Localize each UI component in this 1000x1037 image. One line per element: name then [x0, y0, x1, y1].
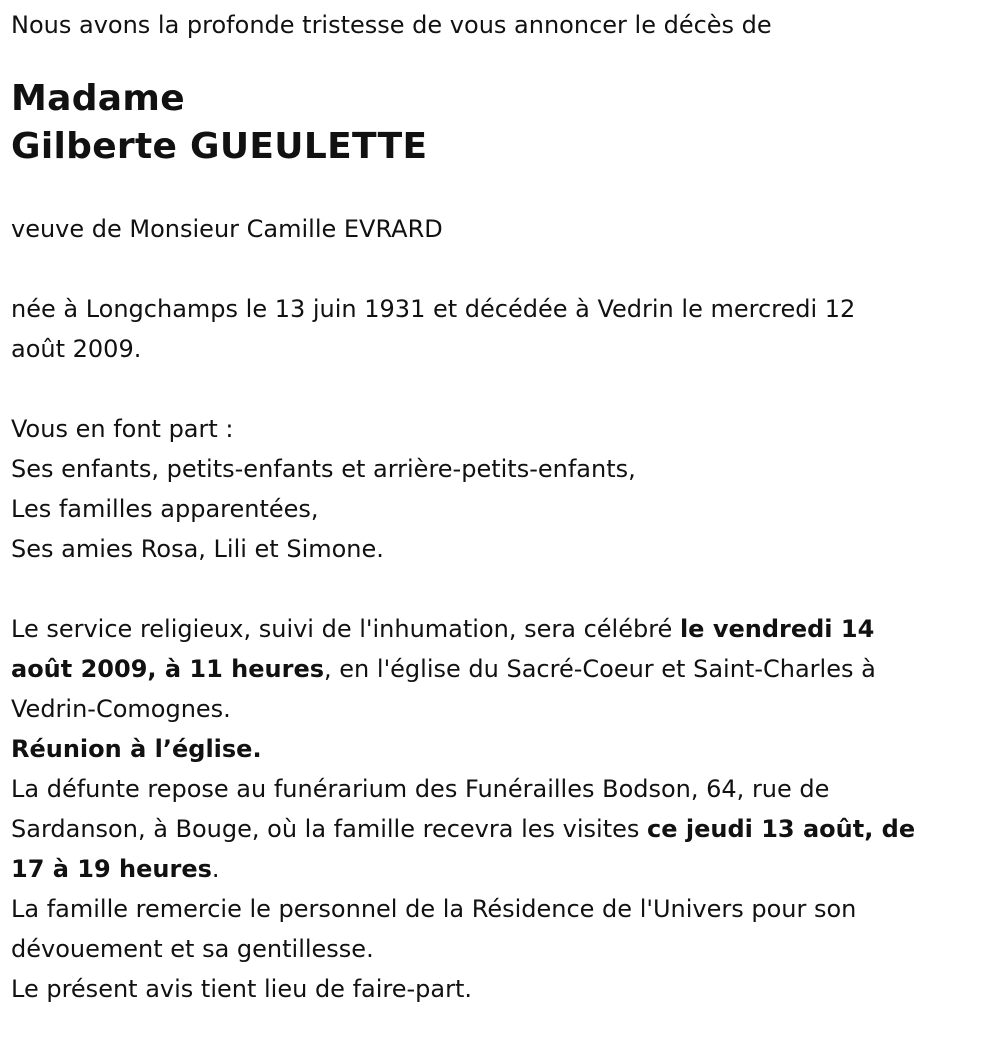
deceased-title: Madame [11, 78, 185, 119]
deceased-name [11, 75, 986, 171]
family-paragraph [11, 409, 986, 569]
birth-death-line-1: née à Longchamps le 13 juin 1931 et décédée à Vedrin le mercredi 12 [11, 295, 856, 323]
intro-text: Nous avons la profonde tristesse de vous annoncer le décès de [11, 11, 772, 39]
spouse-text: veuve de Monsieur Camille EVRARD [11, 215, 443, 243]
thanks-line-1: La famille remercie le personnel de la Résidence de l'Univers pour son [11, 895, 857, 923]
visit-line-1: La défunte repose au funérarium des Funérailles Bodson, 64, rue de [11, 775, 830, 803]
service-line-1 [11, 609, 986, 649]
meeting-note: Réunion à l’église. [11, 735, 262, 763]
visit-text-2: Sardanson, à Bouge, où la famille recevra les visites [11, 815, 647, 843]
visit-line-2 [11, 809, 986, 849]
family-line-children: Ses enfants, petits-enfants et arrière-petits-enfants, [11, 455, 636, 483]
service-paragraph [11, 609, 986, 1009]
birth-death-paragraph [11, 289, 986, 369]
family-line-friends: Ses amies Rosa, Lili et Simone. [11, 535, 384, 563]
thanks-line-2: dévouement et sa gentillesse. [11, 935, 374, 963]
birth-death-line-2: août 2009. [11, 335, 142, 363]
service-line-2 [11, 649, 986, 689]
service-text-1: Le service religieux, suivi de l'inhumation, sera célébré [11, 615, 680, 643]
closing-text: Le présent avis tient lieu de faire-part. [11, 975, 473, 1003]
service-line-3: Vedrin-Comognes. [11, 695, 231, 723]
visit-date-part-1: ce jeudi 13 août, de [647, 815, 916, 843]
service-text-2: , en l'église du Sacré-Coeur et Saint-Charles à [324, 655, 876, 683]
visit-line-3 [11, 849, 986, 889]
visit-date-part-2: 17 à 19 heures [11, 855, 212, 883]
family-heading: Vous en font part : [11, 415, 234, 443]
family-line-relatives: Les familles apparentées, [11, 495, 319, 523]
service-date-part-2: août 2009, à 11 heures [11, 655, 325, 683]
obituary-notice [11, 0, 986, 1009]
visit-text-3: . [211, 855, 220, 883]
service-date-part-1: le vendredi 14 [679, 615, 875, 643]
deceased-full-name: Gilberte GUEULETTE [11, 126, 428, 167]
